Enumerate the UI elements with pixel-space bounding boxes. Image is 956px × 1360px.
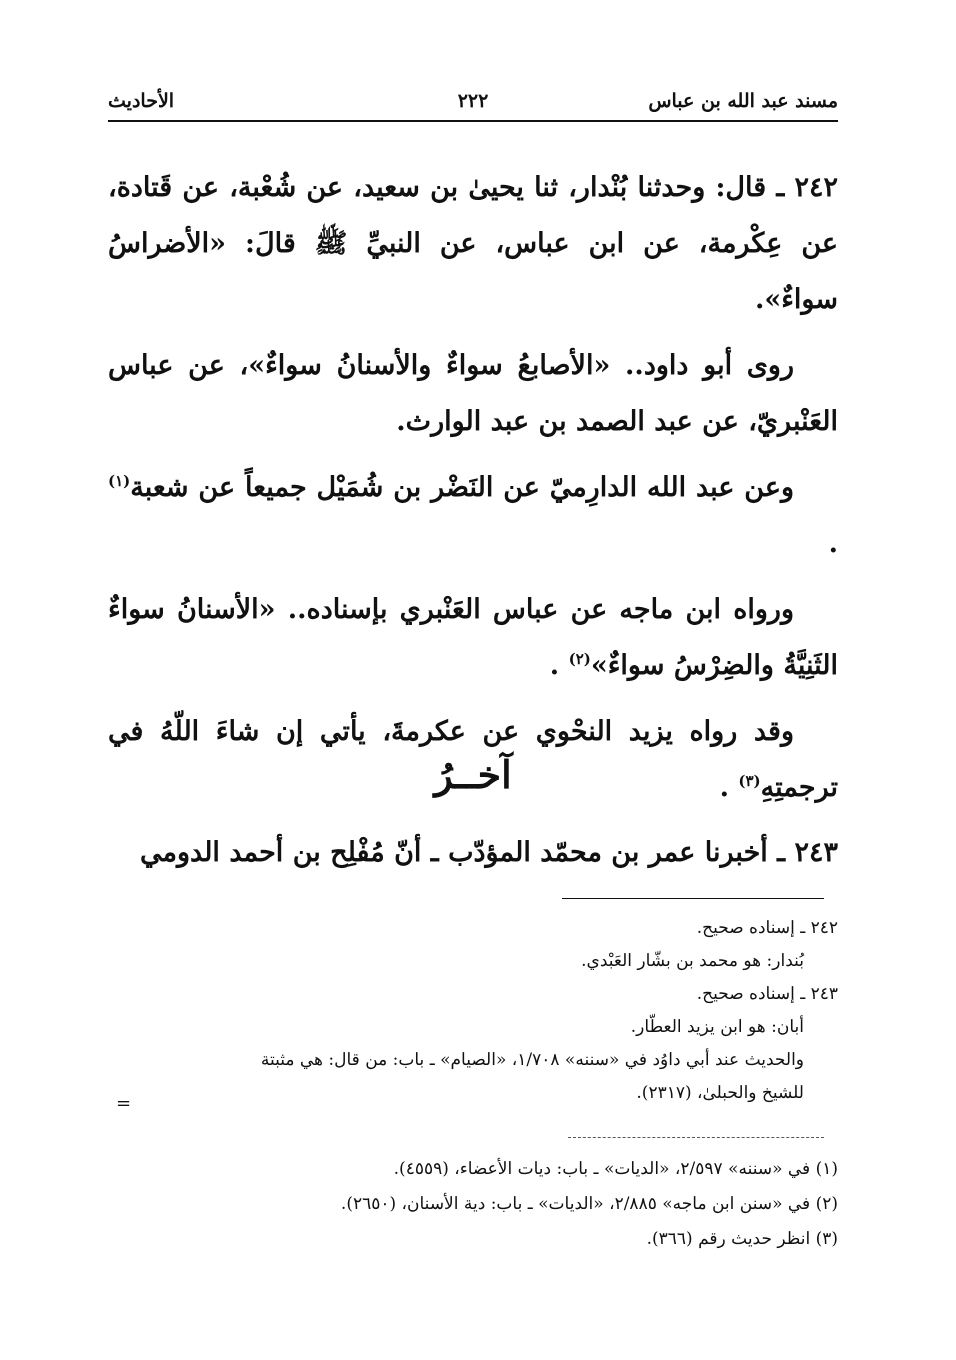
footnote-ref[interactable]: (٣) <box>738 772 761 790</box>
paragraph-end: . <box>828 528 838 559</box>
header-section: الأحاديث <box>108 90 175 112</box>
paragraph-text: وقد رواه يزيد النحْوي عن عكرمةَ، يأتي إن شاءَ اللّهُ في ترجمتِهِ <box>108 716 838 803</box>
paragraph-text: روى أبو داود.. «الأصابعُ سواءٌ والأسنانُ سواءٌ»، عن عباس العَنْبريّ، عن عبد الصمد بن عبد الوارث. <box>108 350 838 437</box>
note-line: ٢٤٣ ـ إسناده صحيح. <box>696 984 838 1004</box>
note-line: أبان: هو ابن يزيد العطّار. <box>630 1017 804 1037</box>
hadith-text: ـ أخبرنا عمر بن محمّد المؤدّب ـ أنّ مُفْلِح بن أحمد الدومي <box>140 837 786 868</box>
footnotes <box>108 1152 838 1257</box>
footnote: (٢) في «سنن ابن ماجه» ٢/٨٨٥، «الديات» ـ باب: دية الأسنان، (٢٦٥٠). <box>340 1194 838 1214</box>
main-text <box>108 160 838 826</box>
note-line: والحديث عند أبي داوُد في «سننه» ١/٧٠٨، «الصيام» ـ باب: من قال: هي مثبتة <box>260 1050 804 1070</box>
note-line: بُندار: هو محمد بن بشّار العَبْدي. <box>581 951 804 971</box>
note-line: للشيخ والحبلىٰ، (٢٣١٧). <box>636 1083 804 1103</box>
footnote: (١) في «سننه» ٢/٥٩٧، «الديات» ـ باب: ديات الأعضاء، (٤٥٥٩). <box>393 1159 838 1179</box>
paragraph <box>108 338 838 450</box>
footnotes-divider <box>568 1137 824 1138</box>
paragraph <box>108 460 838 572</box>
hadith-text: ـ قال: وحدثنا بُنْدار، ثنا يحيىٰ بن سعيد، عن شُعْبة، عن قَتادة، عن عِكْرمة، عن ابن عباس، عن النبيِّ ﷺ قالَ: «الأضراسُ سواءٌ». <box>108 172 838 315</box>
running-header <box>108 90 838 122</box>
footnote-ref[interactable]: (١) <box>108 472 131 490</box>
page-number: ٢٢٢ <box>457 90 489 112</box>
paragraph <box>108 582 838 694</box>
paragraph-text: وعن عبد الله الدارِميّ عن النَضْر بن شُمَيْل جميعاً عن شعبة <box>130 472 794 503</box>
footnote-ref[interactable]: (٢) <box>568 650 591 668</box>
footnote: (٣) انظر حديث رقم (٣٦٦). <box>646 1229 838 1249</box>
hadith-242 <box>108 160 838 328</box>
continuation-mark: = <box>116 1093 132 1114</box>
hadith-number: ٢٤٢ <box>794 172 839 203</box>
hadith-243 <box>108 825 838 881</box>
header-book-title: مسند عبد الله بن عباس <box>648 90 838 112</box>
paragraph-end: . <box>719 772 729 803</box>
paragraph-text: ورواه ابن ماجه عن عباس العَنْبري بإسناده.. «الأسنانُ سواءٌ الثَنِيَّةُ والضِرْسُ سواءٌ» <box>108 594 838 681</box>
editor-notes <box>108 912 838 1114</box>
section-heading: آخــرُ <box>434 752 512 797</box>
notes-divider <box>562 898 824 899</box>
note-line: ٢٤٢ ـ إسناده صحيح. <box>696 918 838 938</box>
hadith-number: ٢٤٣ <box>794 837 838 868</box>
paragraph-end: . <box>549 650 560 681</box>
